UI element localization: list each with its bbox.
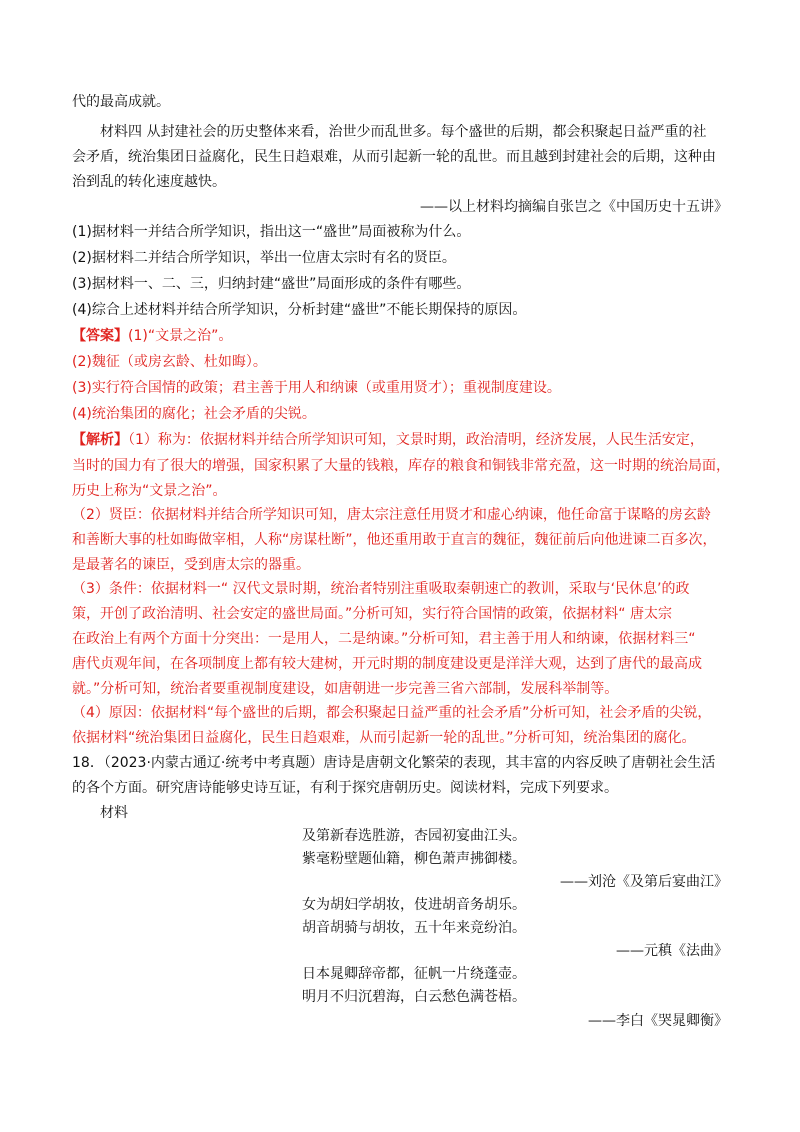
material-continuation: 代的最高成就。 <box>72 94 170 110</box>
poem-line: 紫毫粉壁题仙籍，柳色萧声拂御楼。 <box>302 851 526 867</box>
analysis-line: 和善断大事的杜如晦做宰相，人称“房谋杜断”，他还重用敢于直言的魏征，魏征前后向他进谏二百多次， <box>72 532 717 548</box>
analysis-text: （1）称为：依据材料并结合所学知识可知，文景时期，政治清明，经济发展，人民生活安定， <box>128 432 704 448</box>
question-18-line: 的各个方面。研究唐诗能够史诗互证，有利于探究唐朝历史。阅读材料，完成下列要求。 <box>72 780 618 796</box>
analysis-line: 依据材料“统治集团日益腐化，民生日趋艰难，从而引起新一轮的乱世。”分析可知，统治集团的腐化。 <box>72 730 696 746</box>
analysis-line: 唐代贞观年间，在各项制度上都有较大建树，开元时期的制度建设更是洋洋大观，达到了唐代的最高成 <box>72 656 702 672</box>
question-3: (3)据材料一、二、三，归纳封建“盛世”局面形成的条件有哪些。 <box>72 276 471 292</box>
question-2: (2)据材料二并结合所学知识，举出一位唐太宗时有名的贤臣。 <box>72 250 456 266</box>
question-1: (1)据材料一并结合所学知识，指出这一“盛世”局面被称为什么。 <box>72 224 471 240</box>
answer-3: (3)实行符合国情的政策；君主善于用人和纳谏（或重用贤才）；重视制度建设。 <box>72 380 561 396</box>
material4-line: 材料四 从封建社会的历史整体来看，治世少而乱世多。每个盛世的后期，都会积聚起日益严重的社 <box>100 124 707 140</box>
poem-source: ——刘沧《及第后宴曲江》 <box>560 874 728 890</box>
analysis-line: 就。”分析可知，统治者要重视制度建设，如唐朝进一步完善三省六部制，发展科举制等。 <box>72 681 619 697</box>
analysis-line: 在政治上有两个方面十分突出：一是用人，二是纳谏。”分析可知，君主善于用人和纳谏，依据材料三“ <box>72 631 696 647</box>
material-label: 材料 <box>100 805 128 821</box>
material4-line: 会矛盾，统治集团日益腐化，民生日趋艰难，从而引起新一轮的乱世。而且越到封建社会的后期，这种由 <box>72 149 716 165</box>
poem-line: 明月不归沉碧海，白云愁色满苍梧。 <box>302 989 526 1005</box>
poem-line: 日本晁卿辞帝都，征帆一片绕蓬壶。 <box>302 966 526 982</box>
analysis-line: 策，开创了政治清明、社会安定的盛世局面。”分析可知，实行符合国情的政策，依据材料“ 唐太宗 <box>72 606 672 622</box>
answer-4: (4)统治集团的腐化；社会矛盾的尖锐。 <box>72 406 316 422</box>
poem-line: 胡音胡骑与胡妆，五十年来竞纷泊。 <box>302 920 526 936</box>
answer-line-1 <box>72 326 232 346</box>
poem-line: 女为胡妇学胡妆，伎进胡音务胡乐。 <box>302 897 526 913</box>
material4-line: 治到乱的转化速度越快。 <box>72 174 226 190</box>
analysis-line: （4）原因：依据材料“每个盛世的后期，都会积聚起日益严重的社会矛盾”分析可知，社会矛盾的尖锐， <box>72 705 712 721</box>
answer-1: (1)“文景之治”。 <box>128 328 233 344</box>
material-source: ——以上材料均摘编自张岂之《中国历史十五讲》 <box>420 199 728 215</box>
analysis-line: 历史上称为“文景之治”。 <box>72 483 227 499</box>
answer-2: (2)魏征（或房玄龄、杜如晦）。 <box>72 354 267 370</box>
analysis-line <box>72 430 704 450</box>
analysis-tag: 【解析】 <box>72 432 128 448</box>
analysis-line: 是最著名的谏臣，受到唐太宗的器重。 <box>72 557 310 573</box>
analysis-line: （2）贤臣：依据材料并结合所学知识可知，唐太宗注意任用贤才和虚心纳谏，他任命富于谋略的房玄龄 <box>72 507 711 523</box>
analysis-line: （3）条件：依据材料一“ 汉代文景时期，统治者特别注重吸取秦朝速亡的教训，采取与‘民休息’的政 <box>72 581 690 597</box>
answer-tag: 【答案】 <box>72 328 128 344</box>
poem-source: ——李白《哭晁卿衡》 <box>588 1013 728 1029</box>
question-4: (4)综合上述材料并结合所学知识，分析封建“盛世”不能长期保持的原因。 <box>72 302 527 318</box>
poem-line: 及第新春选胜游，杏园初宴曲江头。 <box>302 828 526 844</box>
question-18-line: 18．（2023·内蒙古通辽·统考中考真题）唐诗是唐朝文化繁荣的表现，其丰富的内容反映了唐朝社会生活 <box>72 755 716 771</box>
poem-source: ——元稹《法曲》 <box>616 943 728 959</box>
analysis-line: 当时的国力有了很大的增强，国家积累了大量的钱粮，库存的粮食和铜钱非常充盈，这一时期的统治局面， <box>72 458 730 474</box>
